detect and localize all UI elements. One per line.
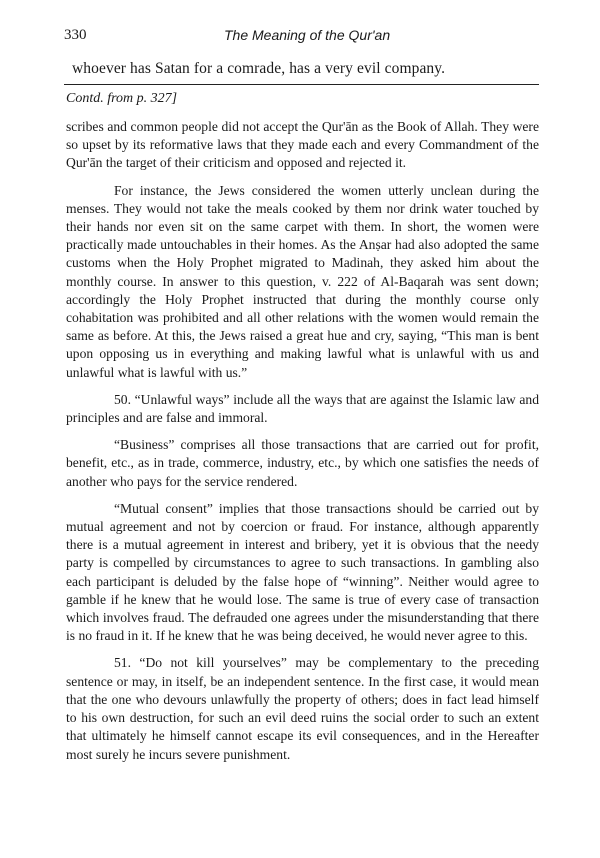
paragraph-mutual-consent: “Mutual consent” implies that those transactions should be carried out by mutual agreement and not by coercion or fraud. For instance, although apparently there is a mutual agreement in interest and bribery, yet it is obvious that the needy party is compelled by circumstances to agree to such transactions. In gambling also each participant is deluded by the false hope of “winning”. Neither would agree to gamble if he knew that he would lose. The same is true of every case of transaction which involves fraud. The defrauded one agrees under the misunderstanding that there is no fraud in it. If he knew that he was being deceived, he would never agree to this. xyxy=(66,500,539,644)
book-title: The Meaning of the Qur'an xyxy=(224,27,391,43)
paragraph-note-51: 51. “Do not kill yourselves” may be complementary to the preceding sentence or may, in itself, be an independent sentence. In the first case, it would mean that the one who devours unlawfully the property of others; does in fact lead himself to his own destruction, for such an evil deed ruins the social order to such an extent that ultimately he himself cannot escape its evil consequences, and in the Hereafter most surely he incurs severe punishment. xyxy=(66,655,539,762)
running-head xyxy=(64,27,538,47)
paragraph-2: For instance, the Jews considered the women utterly unclean during the menses. They would not take the meals cooked by them nor drink water touched by their hands nor even sit on the same carpet with them. In short, the women were practically made untouchables in their homes. As the Anṣar had also adopted the same customs when the Holy Prophet migrated to Madinah, they asked him about the monthly course. In answer to this question, v. 222 of Al-Baqarah was sent down; accordingly the Holy Prophet instructed that during the monthly course only cohabitation was prohibited and all other relations with the women would remain the same as before. At this, the Jews raised a great hue and cry, saying, “This man is bent upon opposing us in everything and making lawful what is unlawful with us and unlawful what is lawful with us.” xyxy=(66,182,539,380)
paragraph-note-50: 50. “Unlawful ways” include all the ways that are against the Islamic law and principles and are false and immoral. xyxy=(66,391,539,426)
paragraph-1: scribes and common people did not accept the Qur'ān as the Book of Allah. They were so upset by its reformative laws that they made each and every Commandment of the Qur'ān the target of their criticism and opposed and rejected it. xyxy=(66,119,539,171)
footnote-divider xyxy=(64,84,539,85)
continuation-note: Contd. from p. 327] xyxy=(66,91,178,106)
paragraph-business: “Business” comprises all those transactions that are carried out for profit, benefit, etc., as in trade, commerce, industry, etc., by which one satisfies the needs of another who pays for the service rendered. xyxy=(66,437,539,489)
commentary-body xyxy=(66,118,539,773)
verse-translation-tail: whoever has Satan for a comrade, has a very evil company. xyxy=(72,60,446,77)
page-number: 330 xyxy=(64,27,87,43)
